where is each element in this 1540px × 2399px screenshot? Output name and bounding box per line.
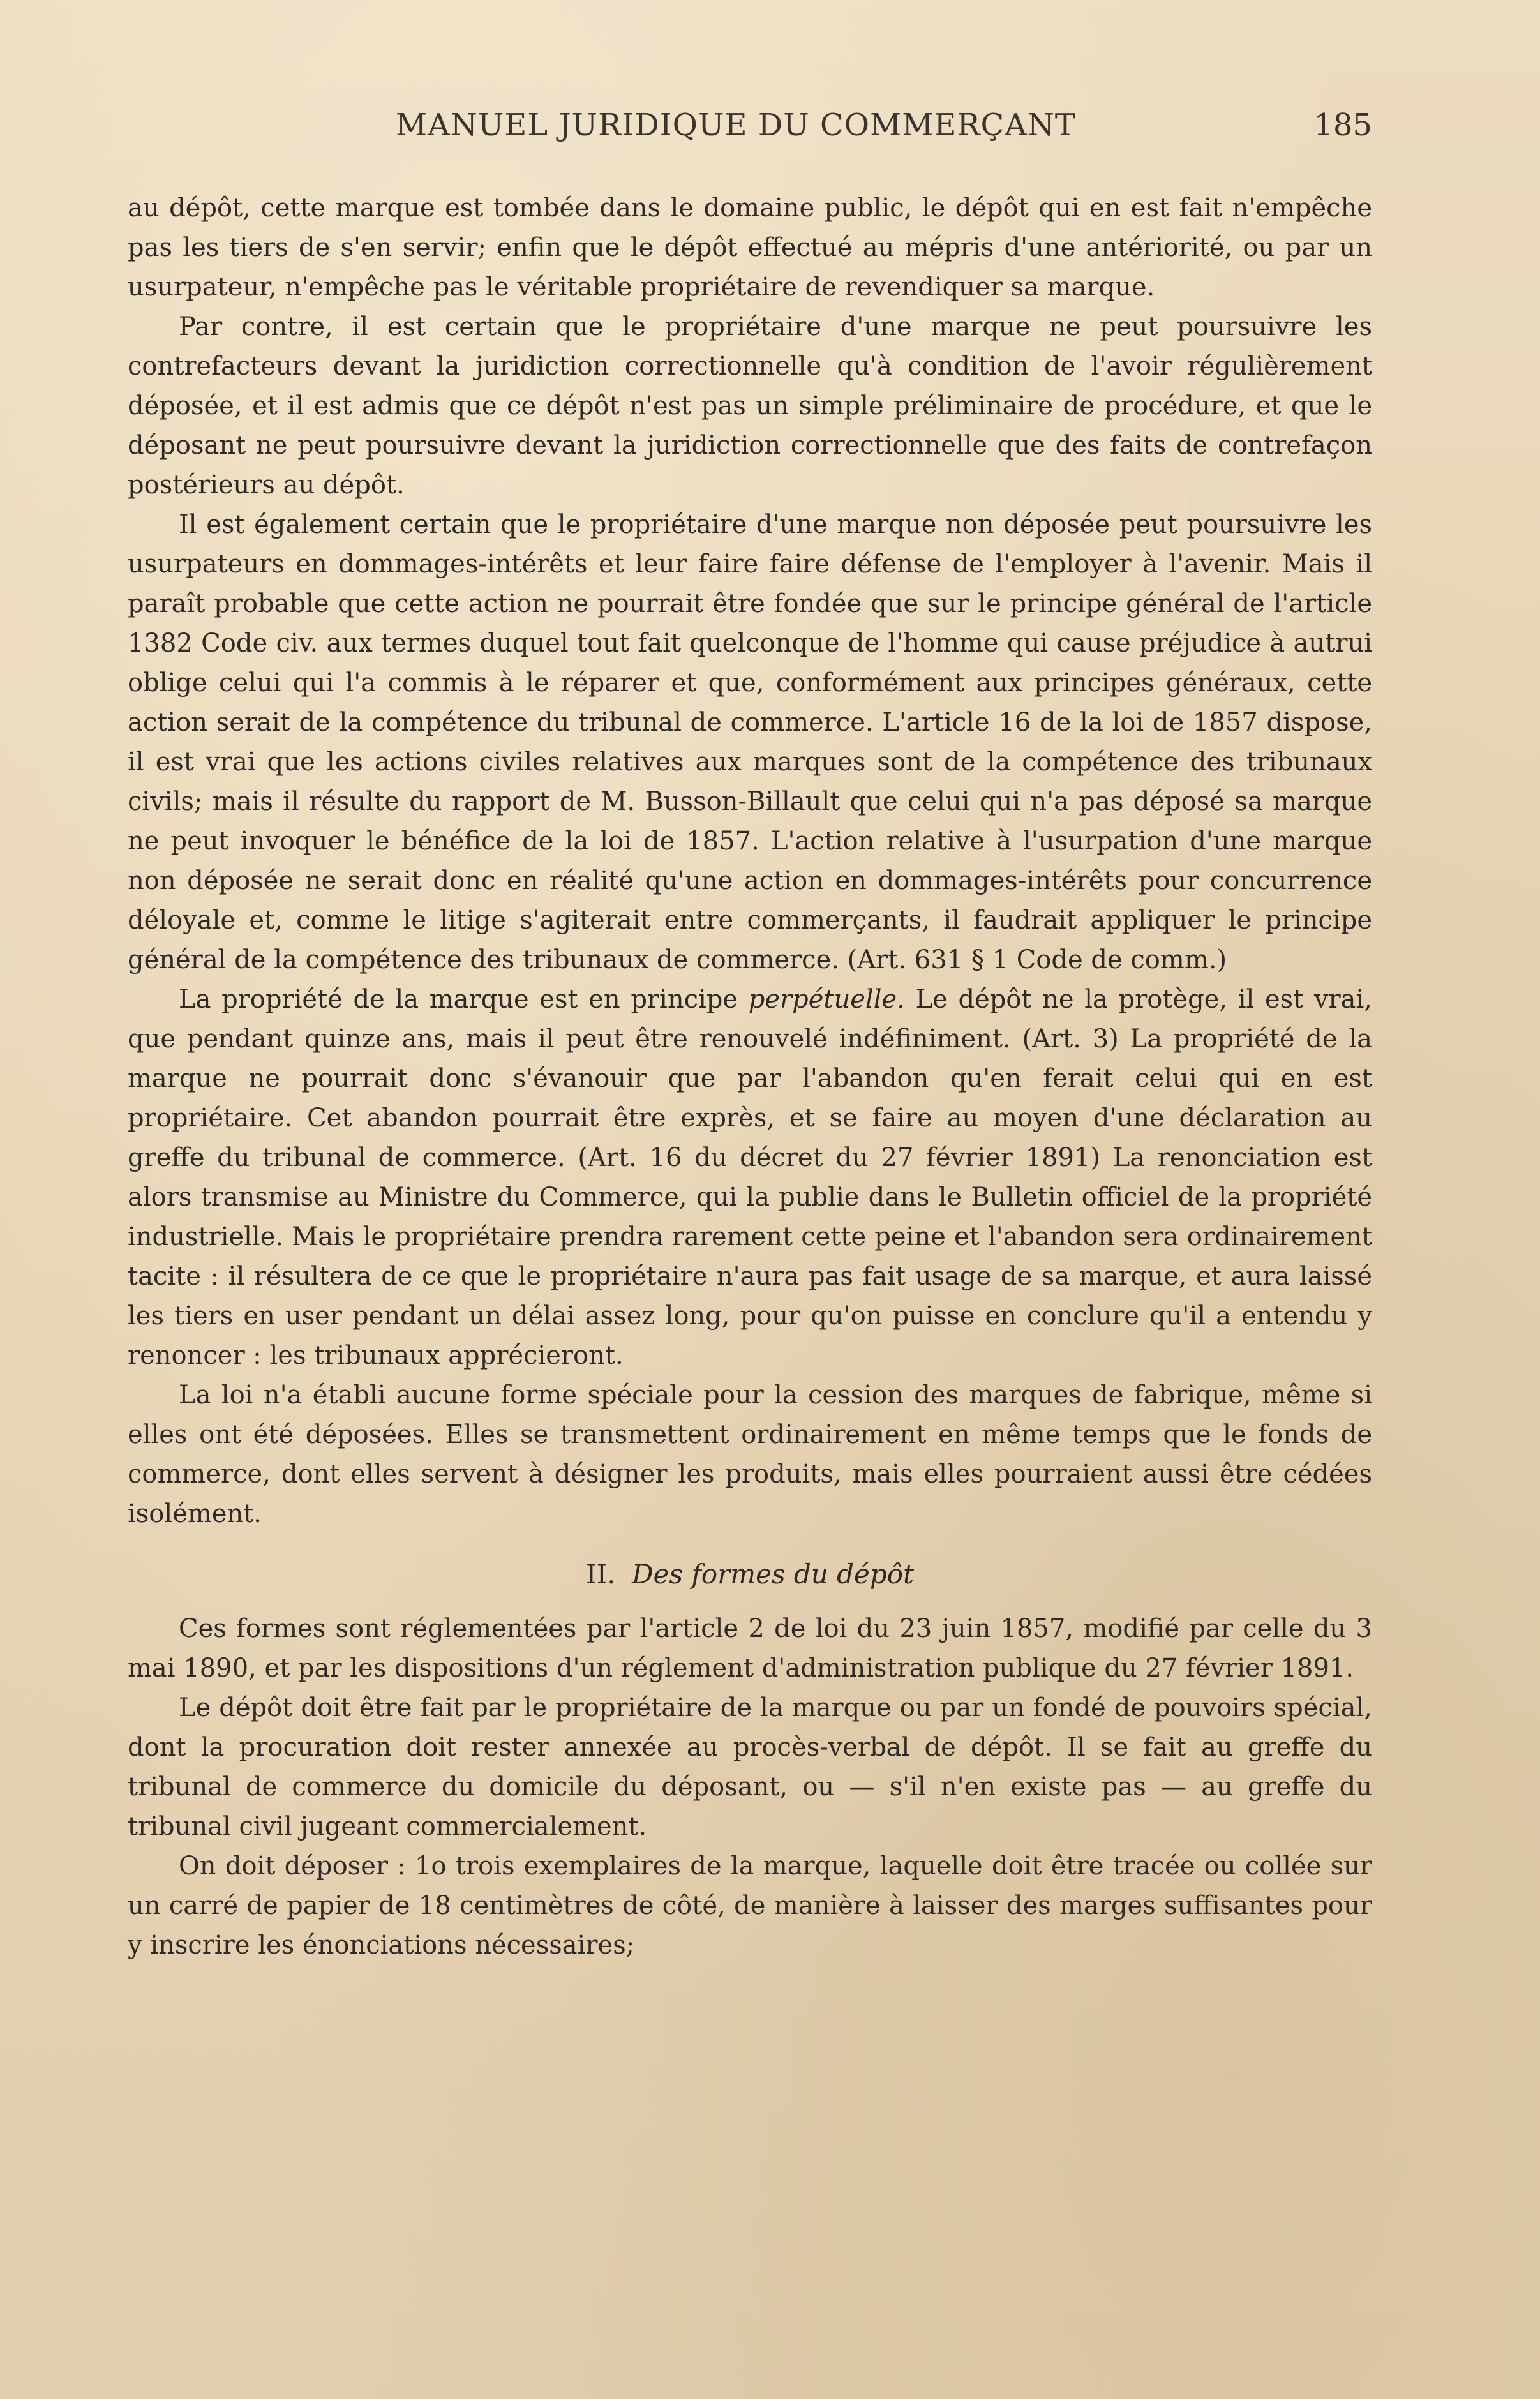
section-paragraph-3: On doit déposer : 1o trois exemplaires de la marque, laquelle doit être tracée ou collée sur un carré de papier de 18 centimètres de côté, de manière à laisser des marges suffisantes pour y inscrire les énonciations nécessaires; xyxy=(128,1851,1372,1960)
paragraph-2: Par contre, il est certain que le propriétaire d'une marque ne peut poursuivre les contrefacteurs devant la juridiction correctionnelle qu'à condition de l'avoir régulièrement déposée, et il est admis que ce dépôt n'est pas un simple préliminaire de procédure, et que le déposant ne peut poursuivre devant la juridiction correctionnelle que des faits de contrefaçon postérieurs au dépôt. xyxy=(128,312,1372,500)
page-number: 185 xyxy=(1313,107,1372,143)
section-title: Des formes du dépôt xyxy=(631,1558,914,1590)
paragraph-1: au dépôt, cette marque est tombée dans le domaine public, le dépôt qui en est fait n'empêche pas les tiers de s'en servir; enfin que le dépôt effectué au mépris d'une antériorité, ou par un usurpateur, n'empêche pas le véritable propriétaire de revendiquer sa marque. xyxy=(128,193,1372,302)
section-paragraph-1: Ces formes sont réglementées par l'article 2 de loi du 23 juin 1857, modifié par celle du 3 mai 1890, et par les dispositions d'un réglement d'administration publique du 27 février 1891. xyxy=(128,1614,1372,1683)
page-body xyxy=(128,188,1372,1965)
paragraph-4-text-a: La propriété de la marque est en principe xyxy=(179,985,749,1014)
paragraph-5: La loi n'a établi aucune forme spéciale pour la cession des marques de fabrique, même si elles ont été déposées. Elles se transmettent ordinairement en même temps que le fonds de commerce, dont elles servent à désigner les produits, mais elles pourraient aussi être cédées isolément. xyxy=(128,1380,1372,1528)
section-heading xyxy=(128,1555,1372,1594)
page-header xyxy=(128,107,1372,152)
paragraph-4-emphasis: perpétuelle. xyxy=(748,985,905,1014)
running-title: MANUEL JURIDIQUE DU COMMERÇANT xyxy=(396,107,1076,143)
section-number: II. xyxy=(586,1558,616,1590)
paragraph-4-text-b: Le dépôt ne la protège, il est vrai, que pendant quinze ans, mais il peut être renouvelé indéfiniment. (Art. 3) La propriété de la marque ne pourrait donc s'évanouir que par l'abandon qu'en ferait celui qui en est propriétaire. Cet abandon pourrait être exprès, et se faire au moyen d'une déclaration au greffe du tribunal de commerce. (Art. 16 du décret du 27 février 1891) La renonciation est alors transmise au Ministre du Commerce, qui la publie dans le Bulletin officiel de la propriété industrielle. Mais le propriétaire prendra rarement cette peine et l'abandon sera ordinairement tacite : il résultera de ce que le propriétaire n'aura pas fait usage de sa marque, et aura laissé les tiers en user pendant un délai assez long, pour qu'on puisse en conclure qu'il a entendu y renoncer : les tribunaux apprécieront. xyxy=(128,985,1372,1370)
section-paragraph-2: Le dépôt doit être fait par le propriétaire de la marque ou par un fondé de pouvoirs spécial, dont la procuration doit rester annexée au procès-verbal de dépôt. Il se fait au greffe du tribunal de commerce du domicile du déposant, ou — s'il n'en existe pas — au greffe du tribunal civil jugeant commercialement. xyxy=(128,1693,1372,1841)
paragraph-3: Il est également certain que le propriétaire d'une marque non déposée peut poursuivre les usurpateurs en dommages-intérêts et leur faire faire défense de l'employer à l'avenir. Mais il paraît probable que cette action ne pourrait être fondée que sur le principe général de l'article 1382 Code civ. aux termes duquel tout fait quelconque de l'homme qui cause préjudice à autrui oblige celui qui l'a commis à le réparer et que, conformément aux principes généraux, cette action serait de la compétence du tribunal de commerce. L'article 16 de la loi de 1857 dispose, il est vrai que les actions civiles relatives aux marques sont de la compétence des tribunaux civils; mais il résulte du rapport de M. Busson-Billault que celui qui n'a pas déposé sa marque ne peut invoquer le bénéfice de la loi de 1857. L'action relative à l'usurpation d'une marque non déposée ne serait donc en réalité qu'une action en dommages-intérêts pour concurrence déloyale et, comme le litige s'agiterait entre commerçants, il faudrait appliquer le principe général de la compétence des tribunaux de commerce. (Art. 631 § 1 Code de comm.) xyxy=(128,510,1372,975)
paragraph-4 xyxy=(128,980,1372,1375)
